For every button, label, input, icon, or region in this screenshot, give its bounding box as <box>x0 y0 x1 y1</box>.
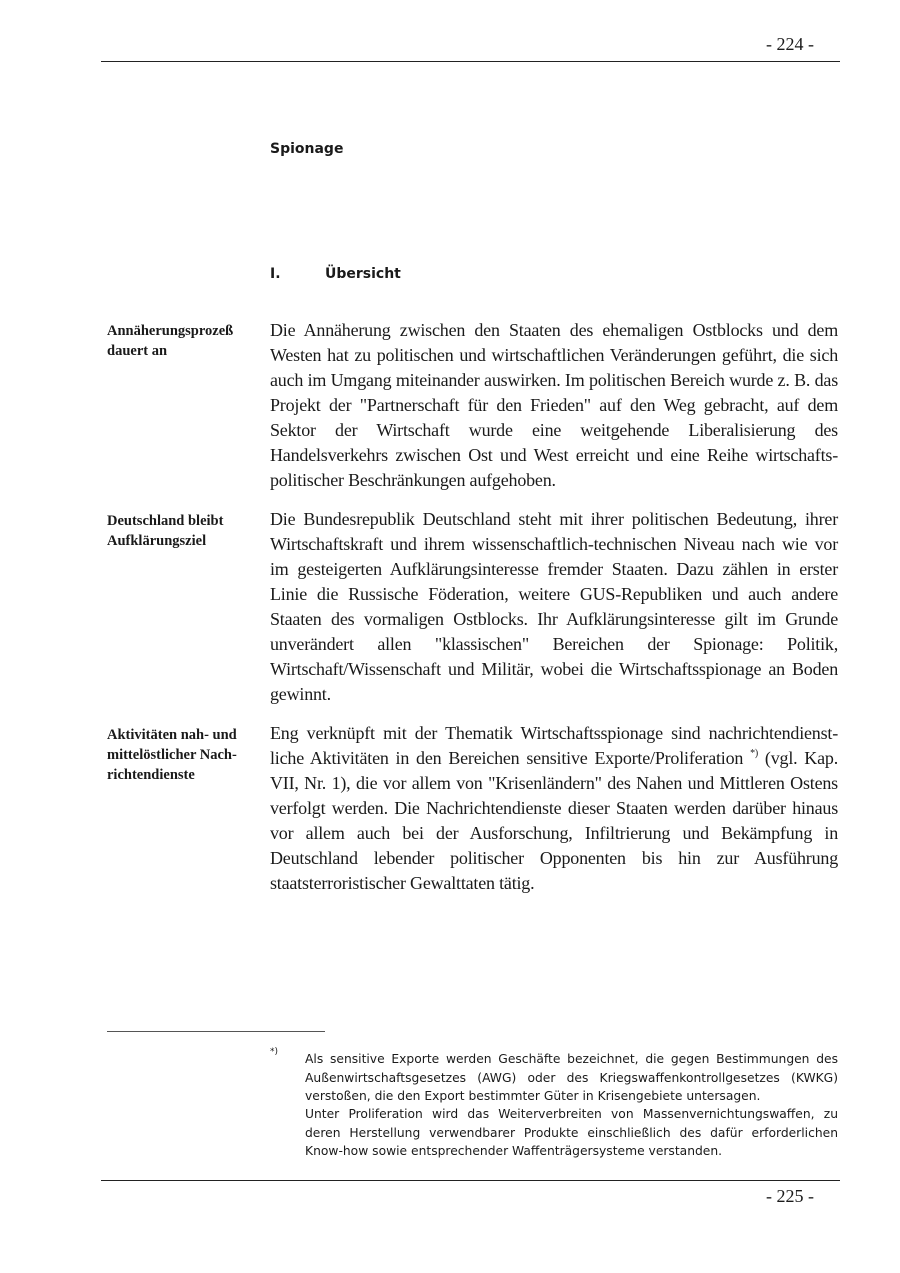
body-paragraph: Die Annäherung zwischen den Staaten des ehemaligen Ostblocks und dem Westen hat zu politischen und wirtschaftlichen Veränderungen geführt, die sich auch im Umgang miteinander auswirken. Im politischen Bereich wurde z. B. das Projekt der "Partnerschaft für den Frieden" auf den Weg gebracht, auf dem Sektor der Wirtschaft wurde eine weitgehende Liberalisierung des Handelsverkehrs zwischen Ost und West erreicht und eine Reihe wirtschafts-politischer Beschränkungen aufgehoben. <box>270 320 838 490</box>
subsection-title: Übersicht <box>325 266 401 282</box>
header-rule <box>101 61 840 62</box>
margin-note: Aktivitäten nah- und mittelöstlicher Nach-richtendienste <box>107 727 237 783</box>
subsection-number: I. <box>270 266 281 282</box>
body-paragraph <box>270 721 838 896</box>
footer-rule <box>101 1180 840 1181</box>
paragraph-text: Eng verknüpft mit der Thematik Wirtschaftsspionage sind nachrichtendienst-liche Aktivitäten in den Bereichen sensitive Exporte/Proliferation <box>270 723 838 768</box>
footnote-mark: *) <box>270 1047 279 1057</box>
page-number-bottom: - 225 - <box>766 1186 814 1206</box>
margin-note: Annäherungsprozeß dauert an <box>107 323 234 359</box>
footnote-rule <box>107 1031 325 1032</box>
page-number-top: - 224 - <box>766 34 814 54</box>
body-paragraph: Die Bundesrepublik Deutschland steht mit ihrer politischen Bedeutung, ihrer Wirtschaftskraft und ihrem wissenschaftlich-technischen Niveau nach wie vor im gesteigerten Aufklärungsinteresse fremder Staaten. Dazu zählen in erster Linie die Russische Föderation, weitere GUS-Republiken und auch andere Staaten des vormaligen Ostblocks. Ihr Aufklärungsinteresse gilt im Grunde unverändert allen "klassischen" Bereichen der Spionage: Politik, Wirtschaft/Wissenschaft und Militär, wobei die Wirtschaftsspionage an Boden gewinnt. <box>270 509 838 704</box>
footnote-text: Als sensitive Exporte werden Geschäfte bezeichnet, die gegen Bestimmungen des Außenwirtschaftsgesetzes (AWG) oder des Kriegswaffenkontrollgesetzes (KWKG) verstoßen, die den Export bestimmter Güter in Krisengebiete untersagen. <box>305 1052 838 1103</box>
footnote-reference[interactable]: *) <box>750 748 759 759</box>
section-title: Spionage <box>270 141 344 157</box>
margin-note: Deutschland bleibt Aufklärungsziel <box>107 513 224 549</box>
paragraph-text: (vgl. Kap. VII, Nr. 1), die vor allem von "Krisenländern" des Nahen und Mittleren Ostens verfolgt werden. Die Nachrichtendienste dieser Staaten werden darüber hinaus vor allem auch bei der Ausforschung, Infiltrierung und Bekämpfung in Deutschland lebender politischer Opponenten bis hin zur Ausführung staatsterroristischer Gewalttaten tätig. <box>270 748 838 893</box>
footnote-text: Unter Proliferation wird das Weiterverbreiten von Massenvernichtungswaffen, zu deren Herstellung verwendbarer Produkte einschließlich des dafür erforderlichen Know-how sowie entsprechender Waffenträgersysteme verstanden. <box>305 1107 838 1158</box>
